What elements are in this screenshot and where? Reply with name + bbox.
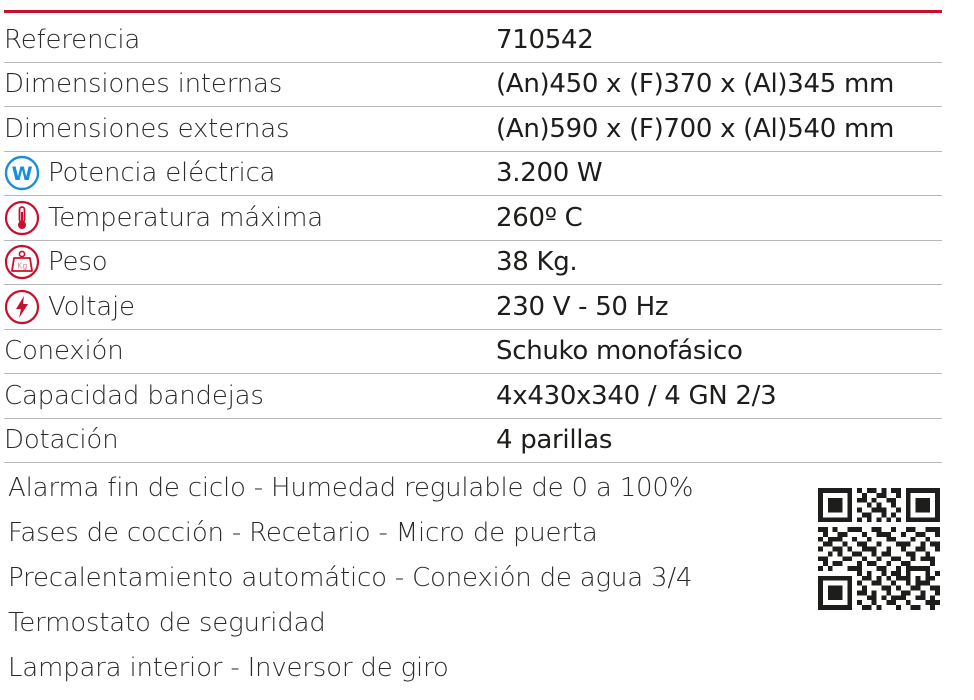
- lightning-bolt-icon: [4, 289, 40, 325]
- spec-row-peso: [4, 241, 942, 286]
- spec-row-capacidad: [4, 374, 942, 419]
- thermometer-icon: [4, 200, 40, 236]
- spec-label: Conexión: [4, 336, 124, 367]
- spec-row-voltaje: [4, 285, 942, 330]
- spec-row-conexion: [4, 330, 942, 375]
- weight-kg-icon: [4, 244, 40, 280]
- spec-label: Referencia: [4, 24, 141, 55]
- spec-value: 260º C: [496, 202, 583, 233]
- power-icon-text: W: [11, 163, 33, 186]
- spec-row-dimensiones-internas: [4, 63, 942, 108]
- spec-row-referencia: [4, 18, 942, 63]
- top-accent-rule: [4, 10, 942, 13]
- feature-item: Alarma fin de ciclo - Humedad regulable de 0 a 100%: [8, 473, 694, 503]
- spec-label: Dimensiones internas: [4, 69, 283, 100]
- feature-item: Precalentamiento automático - Conexión de agua 3/4: [8, 563, 693, 593]
- spec-value: 3.200 W: [496, 158, 603, 189]
- spec-value: 710542: [496, 24, 594, 55]
- spec-label: Dimensiones externas: [4, 113, 290, 144]
- spec-value: (An)590 x (F)700 x (Al)540 mm: [496, 113, 895, 144]
- features-list: [8, 466, 808, 691]
- spec-label: Capacidad bandejas: [4, 380, 264, 411]
- spec-row-dimensiones-externas: [4, 107, 942, 152]
- spec-value: (An)450 x (F)370 x (Al)345 mm: [496, 69, 895, 100]
- feature-item: Fases de cocción - Recetario - Micro de puerta: [8, 518, 598, 548]
- spec-value: 230 V - 50 Hz: [496, 291, 669, 322]
- feature-item: Termostato de seguridad: [8, 608, 326, 638]
- spec-label: Dotación: [4, 425, 119, 456]
- spec-label: Potencia eléctrica: [48, 158, 276, 189]
- spec-row-temperatura: [4, 196, 942, 241]
- weight-icon-text: Kg: [17, 261, 27, 271]
- spec-label: Voltaje: [48, 291, 135, 322]
- spec-row-potencia: [4, 152, 942, 197]
- spec-value: 4 parillas: [496, 425, 613, 456]
- power-w-icon: [4, 155, 40, 191]
- feature-item: Lampara interior - Inversor de giro: [8, 653, 449, 683]
- spec-value: Schuko monofásico: [496, 336, 743, 367]
- spec-value: 38 Kg.: [496, 247, 578, 278]
- spec-table: [4, 18, 942, 463]
- spec-label: Temperatura máxima: [48, 202, 323, 233]
- spec-value: 4x430x340 / 4 GN 2/3: [496, 380, 777, 411]
- spec-row-dotacion: [4, 419, 942, 464]
- spec-label: Peso: [48, 247, 108, 278]
- qr-code-icon[interactable]: [818, 488, 940, 610]
